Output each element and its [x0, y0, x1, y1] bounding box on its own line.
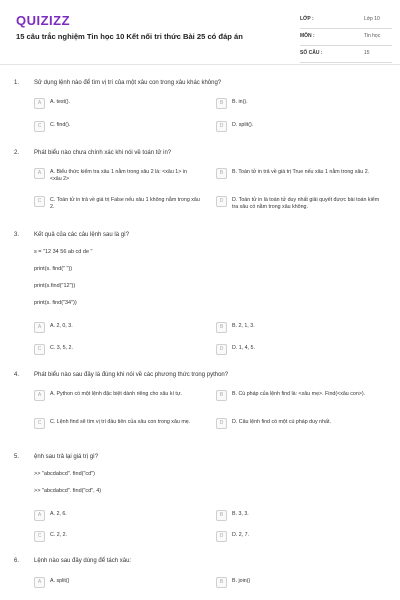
option-text: B. in().	[232, 99, 248, 105]
option-text: D. 1, 4, 5.	[232, 345, 255, 351]
question-number: 4.	[14, 372, 20, 378]
question-text: ệnh sau trả lại giá trị gì?	[34, 454, 99, 460]
question-number: 5.	[14, 454, 20, 460]
option-text: D. Toán tử in là toán tử duy nhất giải quyết được bài toán kiểm tra xâu có nằm trong xâu không.	[232, 197, 380, 210]
option-letter-box: B	[216, 390, 227, 401]
option-text: B. join()	[232, 578, 251, 584]
option-text: A. 2, 6.	[50, 511, 67, 517]
question-text: Phát biểu nào sau đây là đúng khi nói về các phương thức trong python?	[34, 372, 229, 378]
meta-label: MÔN :	[300, 33, 315, 39]
code-line: print(s. find("34"))	[34, 300, 77, 306]
option-letter-box: D	[216, 531, 227, 542]
code-line: print(s. find(" "))	[34, 266, 73, 272]
meta-row-class	[300, 12, 392, 29]
question-text: Kết quả của các câu lệnh sau là gì?	[34, 232, 130, 238]
option-text: C. Toán tử in trả về giá trị False nếu xâu 1 không nằm trong xâu 2.	[50, 197, 200, 210]
meta-row-count	[300, 46, 392, 63]
option-letter-box: B	[216, 510, 227, 521]
option-letter-box: D	[216, 121, 227, 132]
code-line: print(s.find("12"))	[34, 283, 76, 289]
meta-label: LỚP :	[300, 16, 314, 22]
option-letter-box: C	[34, 196, 45, 207]
question-text: Lệnh nào sau đây dùng để tách xâu:	[34, 558, 132, 564]
code-line: >> "abcdabcd". find("cd")	[34, 471, 96, 477]
meta-value: 15	[364, 50, 370, 56]
option-letter-box: A	[34, 98, 45, 109]
option-text: C. find().	[50, 122, 71, 128]
meta-label: SỐ CÂU :	[300, 50, 323, 56]
document-title: 15 câu trắc nghiệm Tin học 10 Kết nối tri thức Bài 25 có đáp án	[16, 32, 243, 41]
option-text: C. 2, 2.	[50, 532, 68, 538]
option-text: B. Toán tử in trả về giá trị True nếu xâu 1 nằm trong xâu 2.	[232, 169, 370, 175]
option-letter-box: A	[34, 510, 45, 521]
option-letter-box: A	[34, 322, 45, 333]
option-letter-box: D	[216, 418, 227, 429]
code-line: s = "12 34 56 ab cd de "	[34, 249, 93, 255]
option-letter-box: C	[34, 418, 45, 429]
question-number: 2.	[14, 150, 20, 156]
option-text: A. Python có một lệnh đặc biệt dành riêng cho xâu kí tự.	[50, 391, 182, 397]
option-letter-box: B	[216, 322, 227, 333]
option-letter-box: B	[216, 168, 227, 179]
question-number: 6.	[14, 558, 20, 564]
option-text: D. Câu lệnh find có một cú pháp duy nhất.	[232, 419, 331, 425]
option-letter-box: D	[216, 344, 227, 355]
meta-row-subject	[300, 29, 392, 46]
option-letter-box: C	[34, 344, 45, 355]
option-text: B. 3, 3.	[232, 511, 249, 517]
header-divider	[0, 64, 400, 65]
option-letter-box: B	[216, 98, 227, 109]
option-text: A. test().	[50, 99, 71, 105]
question-text: Sử dụng lệnh nào để tìm vị trí của một xâu con trong xâu khác không?	[34, 80, 222, 86]
meta-table	[300, 12, 392, 63]
option-text: A. split()	[50, 578, 70, 584]
option-letter-box: A	[34, 577, 45, 588]
option-text: D. split().	[232, 122, 254, 128]
option-letter-box: A	[34, 390, 45, 401]
option-letter-box: A	[34, 168, 45, 179]
option-text: B. 2, 1, 3.	[232, 323, 255, 329]
option-letter-box: C	[34, 531, 45, 542]
question-number: 1.	[14, 80, 20, 86]
question-number: 3.	[14, 232, 20, 238]
meta-value: Tin học	[364, 33, 381, 39]
option-letter-box: D	[216, 196, 227, 207]
option-letter-box: C	[34, 121, 45, 132]
quizizz-logo: QUIZIZZ	[16, 13, 71, 28]
question-text: Phát biểu nào chưa chính xác khi nói về toán tử in?	[34, 150, 172, 156]
option-text: A. 2, 0, 3.	[50, 323, 73, 329]
option-text: A. Biểu thức kiểm tra xâu 1 nằm trong xâu 2 là: <xâu 1> in <xâu 2>	[50, 169, 187, 182]
option-text: B. Cú pháp của lệnh find là: <xâu mẹ>. Find(<xâu con>).	[232, 391, 366, 397]
code-line: >> "abcdabcd". find("cd", 4)	[34, 488, 102, 494]
option-letter-box: B	[216, 577, 227, 588]
option-text: C. 3, 5, 2.	[50, 345, 73, 351]
meta-value: Lớp 10	[364, 16, 380, 22]
option-text: D. 2, 7.	[232, 532, 250, 538]
option-text: C. Lệnh find sẽ tìm vị trí đầu tiên của xâu con trong xâu mẹ.	[50, 419, 191, 425]
